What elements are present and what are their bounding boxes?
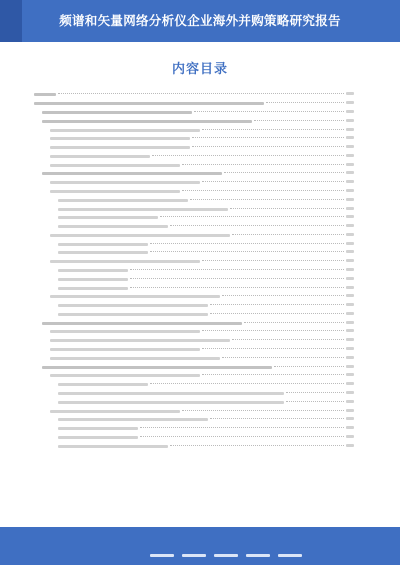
toc-page-number-illegible — [346, 321, 354, 324]
toc-entry — [34, 290, 354, 298]
toc-entry — [34, 220, 354, 228]
toc-page-number-illegible — [346, 294, 354, 297]
toc-leader-dots — [150, 251, 344, 252]
toc-leader-dots — [182, 190, 344, 191]
toc-leader-dots — [160, 216, 344, 217]
toc-page-number-illegible — [346, 189, 354, 192]
toc-entry — [34, 422, 354, 430]
toc-entry — [34, 404, 354, 412]
toc-entry — [34, 439, 354, 447]
toc-entry — [34, 351, 354, 359]
toc-entry — [34, 378, 354, 386]
toc-entry — [34, 132, 354, 140]
toc-entry — [34, 185, 354, 193]
toc-leader-dots — [140, 427, 344, 428]
toc-entry — [34, 114, 354, 122]
toc-entry — [34, 308, 354, 316]
toc-leader-dots — [210, 304, 344, 305]
toc-entry — [34, 272, 354, 280]
toc-page-number-illegible — [346, 329, 354, 332]
toc-leader-dots — [182, 410, 344, 411]
toc-entry — [34, 193, 354, 201]
toc-page-number-illegible — [346, 382, 354, 385]
toc-page-number-illegible — [346, 417, 354, 420]
toc-leader-dots — [182, 164, 344, 165]
toc-leader-dots — [222, 357, 344, 358]
toc-page-number-illegible — [346, 435, 354, 438]
toc-entry — [34, 316, 354, 324]
toc-page-number-illegible — [346, 207, 354, 210]
toc-entry — [34, 369, 354, 377]
toc-page-number-illegible — [346, 303, 354, 306]
toc-leader-dots — [170, 445, 344, 446]
toc-leader-dots — [152, 155, 344, 156]
toc-page-number-illegible — [346, 409, 354, 412]
toc-page-number-illegible — [346, 391, 354, 394]
toc-leader-dots — [202, 330, 344, 331]
toc-page-number-illegible — [346, 356, 354, 359]
toc-leader-dots — [190, 199, 344, 200]
toc-page-number-illegible — [346, 259, 354, 262]
toc-page-number-illegible — [346, 242, 354, 245]
toc-page-number-illegible — [346, 250, 354, 253]
toc-page-number-illegible — [346, 154, 354, 157]
toc-page-number-illegible — [346, 119, 354, 122]
toc-leader-dots — [194, 111, 344, 112]
toc-leader-dots — [244, 322, 344, 323]
toc-leader-dots — [254, 120, 344, 121]
toc-leader-dots — [192, 146, 344, 147]
toc-entry — [34, 430, 354, 438]
toc-page-number-illegible — [346, 128, 354, 131]
report-title: 频谱和矢量网络分析仪企业海外并购策略研究报告 — [59, 13, 341, 28]
toc-leader-dots — [232, 339, 344, 340]
toc-leader-dots — [130, 269, 344, 270]
toc-entry — [34, 141, 354, 149]
toc-page-number-illegible — [346, 215, 354, 218]
report-footer-banner — [0, 527, 400, 565]
toc-page-number-illegible — [346, 136, 354, 139]
toc-leader-dots — [202, 129, 344, 130]
toc-leader-dots — [130, 278, 344, 279]
toc-entry — [34, 237, 354, 245]
toc-leader-dots — [150, 243, 344, 244]
toc-entry — [34, 167, 354, 175]
toc-leader-dots — [232, 234, 344, 235]
toc-entry — [34, 395, 354, 403]
toc-leader-dots — [210, 313, 344, 314]
toc-page-number-illegible — [346, 171, 354, 174]
toc-leader-dots — [202, 260, 344, 261]
toc-leader-dots — [210, 418, 344, 419]
toc-page-number-illegible — [346, 400, 354, 403]
toc-entry — [34, 106, 354, 114]
toc-entry — [34, 149, 354, 157]
toc-entry — [34, 158, 354, 166]
toc-leader-dots — [202, 348, 344, 349]
toc-page-number-illegible — [346, 373, 354, 376]
toc-entry — [34, 387, 354, 395]
report-header-banner — [0, 0, 400, 42]
toc-page-number-illegible — [346, 145, 354, 148]
toc-page-number-illegible — [346, 268, 354, 271]
toc-entry — [34, 246, 354, 254]
toc-leader-dots — [140, 436, 344, 437]
toc-leader-dots — [58, 93, 344, 94]
toc-leader-dots — [202, 181, 344, 182]
toc-leader-dots — [266, 102, 344, 103]
toc-leader-dots — [286, 392, 344, 393]
footer-illegible-text — [150, 542, 310, 561]
toc-entry — [34, 334, 354, 342]
toc-entry — [34, 211, 354, 219]
toc-leader-dots — [286, 401, 344, 402]
toc-page-number-illegible — [346, 198, 354, 201]
toc-entry — [34, 325, 354, 333]
toc-entry — [34, 123, 354, 131]
toc-entry — [34, 229, 354, 237]
toc-page-number-illegible — [346, 338, 354, 341]
toc-page-number-illegible — [346, 92, 354, 95]
toc-page-number-illegible — [346, 347, 354, 350]
toc-page-number-illegible — [346, 101, 354, 104]
toc-page-number-illegible — [346, 365, 354, 368]
toc-page-number-illegible — [346, 286, 354, 289]
toc-page-number-illegible — [346, 163, 354, 166]
toc-leader-dots — [130, 287, 344, 288]
toc-entry — [34, 281, 354, 289]
toc-page-number-illegible — [346, 277, 354, 280]
toc-leader-dots — [170, 225, 344, 226]
toc-leader-dots — [274, 366, 344, 367]
toc-leader-dots — [150, 383, 344, 384]
toc-entry — [34, 202, 354, 210]
toc-entry — [34, 88, 354, 96]
toc-entry — [34, 413, 354, 421]
toc-page-number-illegible — [346, 312, 354, 315]
toc-entry — [34, 264, 354, 272]
toc-entry — [34, 97, 354, 105]
toc-page-number-illegible — [346, 224, 354, 227]
toc-leader-dots — [192, 137, 344, 138]
toc-leader-dots — [222, 295, 344, 296]
toc-page-number-illegible — [346, 110, 354, 113]
toc-entry-label-illegible — [58, 445, 168, 448]
table-of-contents — [34, 88, 354, 448]
toc-entry — [34, 360, 354, 368]
toc-leader-dots — [202, 374, 344, 375]
toc-heading: 内容目录 — [171, 62, 228, 77]
toc-page-number-illegible — [346, 233, 354, 236]
toc-entry — [34, 343, 354, 351]
toc-leader-dots — [230, 208, 344, 209]
toc-leader-dots — [224, 172, 344, 173]
toc-entry — [34, 255, 354, 263]
toc-entry — [34, 176, 354, 184]
toc-page-number-illegible — [346, 426, 354, 429]
toc-entry — [34, 299, 354, 307]
toc-page-number-illegible — [346, 180, 354, 183]
toc-page-number-illegible — [346, 444, 354, 447]
